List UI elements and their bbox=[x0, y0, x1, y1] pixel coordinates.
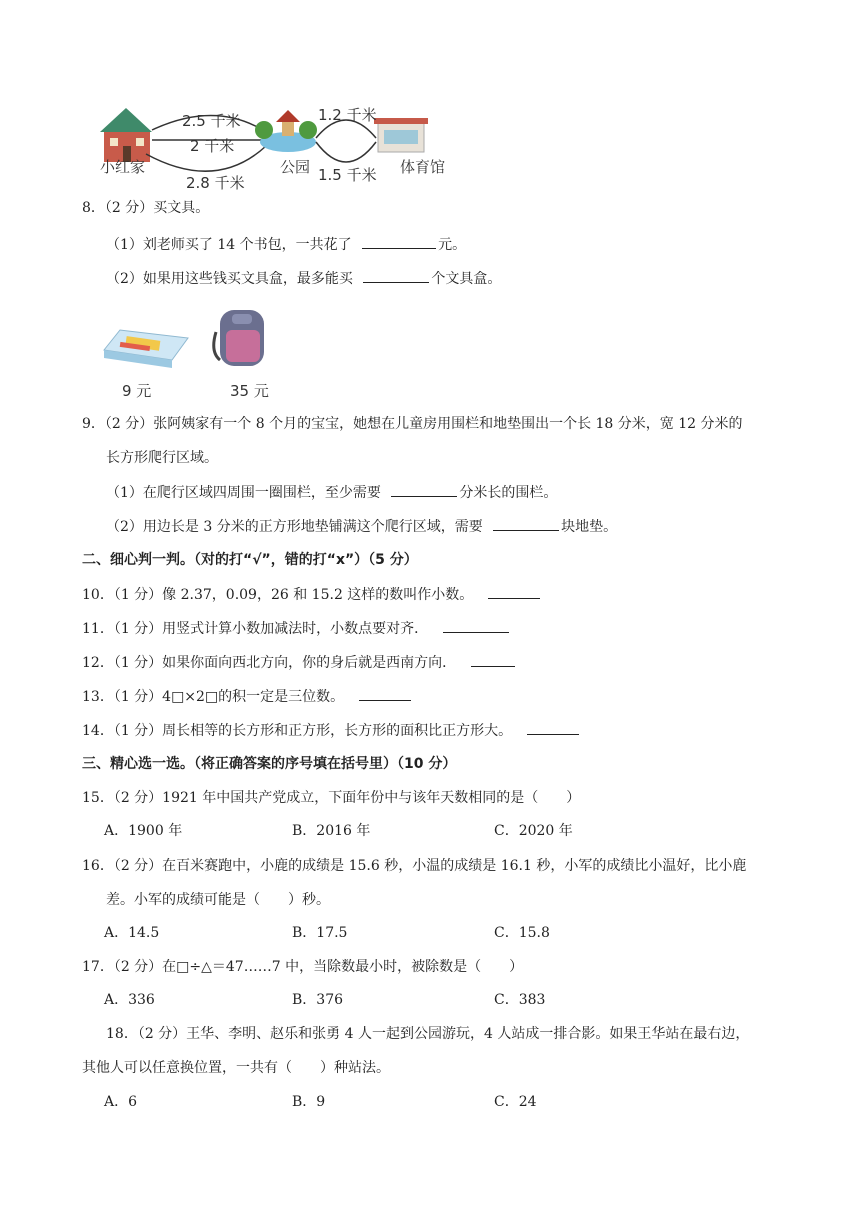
q17-text: 17．（2 分）在□÷△＝47……7 中，当除数最小时，被除数是（ ） bbox=[82, 959, 524, 975]
q17-option-c[interactable]: C．383 bbox=[494, 992, 546, 1008]
judge-item-14-text: 14．（1 分）周长相等的长方形和正方形，长方形的面积比正方形大。 bbox=[82, 723, 513, 739]
judge-item-12 bbox=[82, 652, 515, 673]
q16-option-b[interactable]: B．17.5 bbox=[292, 925, 348, 941]
q9-part2-text: （2）用边长是 3 分米的正方形地垫铺满这个爬行区域，需要 bbox=[106, 519, 483, 535]
judge-item-10-text: 10．（1 分）像 2.37，0.09，26 和 15.2 这样的数叫作小数。 bbox=[82, 587, 474, 603]
q18-option-a[interactable]: A．6 bbox=[104, 1094, 138, 1110]
gym-label: 体育馆 bbox=[400, 158, 446, 176]
section-3-title: 三、精心选一选。（将正确答案的序号填在括号里）（10 分） bbox=[82, 756, 457, 772]
q16-line2: 差。小军的成绩可能是（ ）秒。 bbox=[106, 892, 330, 908]
judge-item-13-text: 13．（1 分）4□×2□的积一定是三位数。 bbox=[82, 689, 345, 705]
judge-item-13 bbox=[82, 686, 411, 707]
q17-option-b[interactable]: B．376 bbox=[292, 992, 344, 1008]
q9-part1-text: （1）在爬行区域四周围一圈围栏，至少需要 bbox=[106, 485, 381, 501]
route-label-5: 1.5 千米 bbox=[318, 166, 377, 184]
q15-text: 15．（2 分）1921 年中国共产党成立，下面年份中与该年天数相同的是（ ） bbox=[82, 790, 581, 806]
q16-option-a[interactable]: A．14.5 bbox=[104, 925, 160, 941]
route-label-1: 2.5 千米 bbox=[182, 112, 241, 130]
judge-item-14-blank[interactable] bbox=[527, 720, 579, 735]
q9-part2 bbox=[106, 516, 617, 537]
q9-part1-unit: 分米长的围栏。 bbox=[459, 485, 558, 501]
q8-part1-unit: 元。 bbox=[438, 237, 467, 253]
backpack-image bbox=[210, 302, 272, 372]
q9-part1-blank[interactable] bbox=[391, 482, 457, 497]
judge-item-12-text: 12．（1 分）如果你面向西北方向，你的身后就是西南方向． bbox=[82, 655, 457, 671]
judge-item-10 bbox=[82, 584, 540, 605]
q15-option-c[interactable]: C．2020 年 bbox=[494, 823, 573, 839]
route-label-4: 1.2 千米 bbox=[318, 106, 377, 124]
q8-part1 bbox=[106, 234, 466, 255]
judge-item-11-text: 11．（1 分）用竖式计算小数加减法时，小数点要对齐． bbox=[82, 621, 429, 637]
q16-option-c[interactable]: C．15.8 bbox=[494, 925, 550, 941]
q9-part2-unit: 块地垫。 bbox=[561, 519, 618, 535]
judge-item-10-blank[interactable] bbox=[488, 584, 540, 599]
judge-item-11-blank[interactable] bbox=[443, 618, 509, 633]
route-label-3: 2.8 千米 bbox=[186, 174, 245, 192]
judge-item-14 bbox=[82, 720, 579, 741]
q8-head: 8．（2 分）买文具。 bbox=[82, 200, 210, 216]
q17-option-a[interactable]: A．336 bbox=[104, 992, 155, 1008]
route-diagram bbox=[96, 102, 456, 192]
q8-part2 bbox=[106, 268, 501, 289]
q8-part2-blank[interactable] bbox=[363, 268, 429, 283]
route-label-2: 2 千米 bbox=[190, 137, 235, 155]
park-icon bbox=[255, 110, 317, 152]
q18-option-b[interactable]: B．9 bbox=[292, 1094, 326, 1110]
pencil-box-price: 9 元 bbox=[122, 382, 152, 400]
q9-line1: 9．（2 分）张阿姨家有一个 8 个月的宝宝，她想在儿童房用围栏和地垫围出一个长 18 分米，宽 12 分米的 bbox=[82, 416, 743, 432]
q18-option-c[interactable]: C．24 bbox=[494, 1094, 537, 1110]
home-label: 小红家 bbox=[100, 158, 146, 176]
judge-item-11 bbox=[82, 618, 509, 639]
q8-part2-text: （2）如果用这些钱买文具盒，最多能买 bbox=[106, 271, 353, 287]
section-2-title: 二、细心判一判。（对的打“√”，错的打“x”）（5 分） bbox=[82, 552, 418, 568]
pencil-box-image bbox=[100, 320, 192, 372]
house-icon bbox=[100, 108, 152, 162]
gym-icon bbox=[374, 118, 428, 152]
q18-line2: 其他人可以任意换位置，一共有（ ）种站法。 bbox=[82, 1060, 390, 1076]
q18-line1: 18．（2 分）王华、李明、赵乐和张勇 4 人一起到公园游玩，4 人站成一排合影。如果王华站在最右边， bbox=[106, 1026, 750, 1042]
q16-line1: 16．（2 分）在百米赛跑中，小鹿的成绩是 15.6 秒，小温的成绩是 16.1 秒，小军的成绩比小温好，比小鹿 bbox=[82, 858, 747, 874]
q9-part1 bbox=[106, 482, 557, 503]
q15-option-a[interactable]: A．1900 年 bbox=[104, 823, 183, 839]
judge-item-13-blank[interactable] bbox=[359, 686, 411, 701]
q8-part1-blank[interactable] bbox=[362, 234, 436, 249]
judge-item-12-blank[interactable] bbox=[471, 652, 515, 667]
q15-option-b[interactable]: B．2016 年 bbox=[292, 823, 371, 839]
q9-line2: 长方形爬行区域。 bbox=[106, 450, 218, 466]
q8-part1-text: （1）刘老师买了 14 个书包，一共花了 bbox=[106, 237, 352, 253]
park-label: 公园 bbox=[280, 158, 311, 176]
backpack-price: 35 元 bbox=[230, 382, 269, 400]
q8-part2-unit: 个文具盒。 bbox=[431, 271, 502, 287]
q9-part2-blank[interactable] bbox=[493, 516, 559, 531]
